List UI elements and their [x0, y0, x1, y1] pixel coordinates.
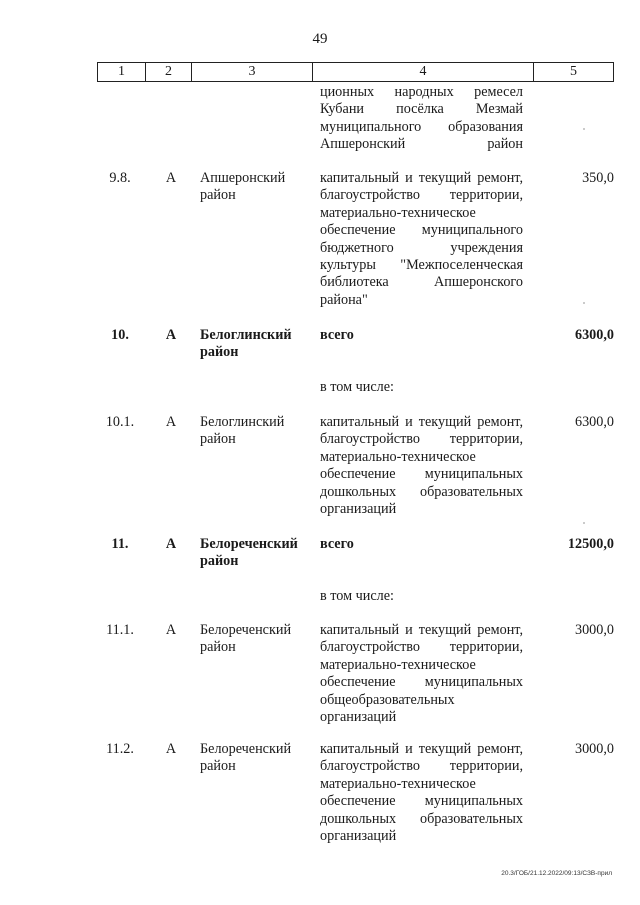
header-col-1: 1 [118, 64, 125, 79]
row-region: Белореченский район [200, 741, 292, 775]
row-description: капитальный и текущий ремонт, благоустройство территории, материально-техническое обеспечение муниципальных дошкольных образовательных организаций [320, 741, 523, 845]
row-letter: А [165, 622, 177, 638]
document-footer-code: 20.3/ГОБ/21.12.2022/09:13/СЗВ-прил [501, 870, 612, 877]
sub-label: в том числе: [320, 379, 394, 395]
row-amount: 3000,0 [574, 741, 614, 757]
page-number: 49 [312, 31, 328, 47]
header-col-2: 2 [165, 64, 172, 79]
scan-speck [583, 522, 585, 524]
row-description: капитальный и текущий ремонт, благоустройство территории, материально-техническое обеспечение муниципальных дошкольных образовательных организаций [320, 414, 523, 518]
row-region: Белоглинский район [200, 327, 292, 361]
row-description: капитальный и текущий ремонт, благоустройство территории, материально-техническое обеспечение муниципальных общеобразовательных организаций [320, 622, 523, 726]
row-amount: 3000,0 [574, 622, 614, 638]
row-number: 10.1. [105, 414, 135, 430]
scan-speck [583, 128, 585, 130]
row-description: всего [320, 327, 354, 343]
row-letter: А [165, 170, 177, 186]
header-col-3: 3 [248, 64, 256, 79]
sub-label: в том числе: [320, 588, 394, 604]
row-number: 11.1. [106, 622, 134, 638]
row-letter: А [165, 327, 177, 343]
table-header-row [97, 62, 614, 82]
row-letter: А [165, 536, 177, 552]
row-region: Апшеронский район [200, 170, 286, 204]
row-amount: 6300,0 [574, 327, 614, 343]
continuation-description: ционных народных ремесел Кубани посёлка Мезмай муниципального образования Апшеронский район [320, 84, 523, 153]
row-region: Белореченский район [200, 536, 298, 570]
row-number: 9.8. [109, 170, 131, 186]
row-amount: 350,0 [582, 170, 614, 186]
row-description: капитальный и текущий ремонт, благоустройство территории, материально-техническое обеспечение муниципального бюджетного учреждения культуры "Межпоселенческая библиотека Апшеронского района" [320, 170, 523, 308]
row-number: 10. [111, 327, 129, 343]
row-number: 11.2. [106, 741, 134, 757]
scan-speck [583, 302, 585, 304]
header-col-4: 4 [419, 64, 427, 79]
header-col-5: 5 [570, 64, 577, 79]
row-letter: А [165, 414, 177, 430]
row-region: Белореченский район [200, 622, 292, 656]
row-amount: 6300,0 [574, 414, 614, 430]
row-region: Белоглинский район [200, 414, 285, 448]
row-letter: А [165, 741, 177, 757]
row-number: 11. [111, 536, 129, 552]
row-amount: 12500,0 [567, 536, 614, 552]
row-description: всего [320, 536, 354, 552]
